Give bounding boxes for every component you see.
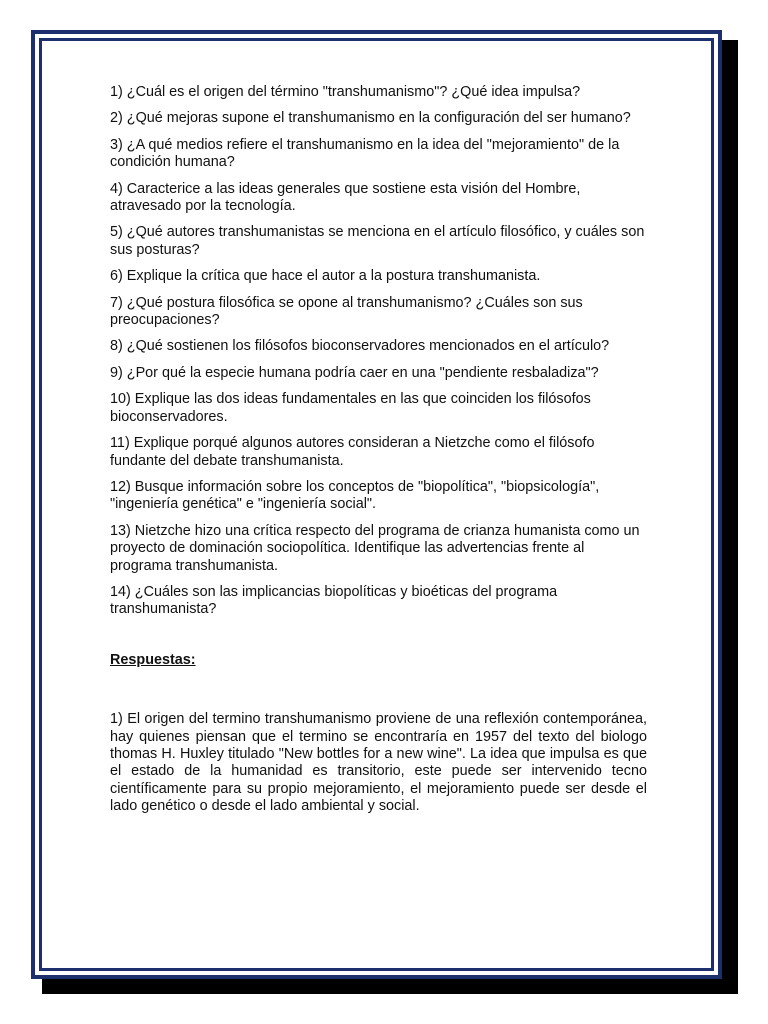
question-8: 8) ¿Qué sostienen los filósofos bioconservadores mencionados en el artículo? bbox=[110, 338, 610, 355]
question-3: 3) ¿A qué medios refiere el transhumanismo en la idea del "mejoramiento" de la condición humana? bbox=[110, 136, 620, 171]
question-6: 6) Explique la crítica que hace el autor a la postura transhumanista. bbox=[110, 268, 541, 285]
document-body bbox=[110, 84, 647, 816]
question-list bbox=[110, 84, 647, 619]
question-4: 4) Caracterice a las ideas generales que sostiene esta visión del Hombre, atravesado por la tecnología. bbox=[110, 180, 581, 215]
question-10: 10) Explique las dos ideas fundamentales en las que coinciden los filósofos bioconservadores. bbox=[110, 391, 591, 425]
question-2: 2) ¿Qué mejoras supone el transhumanismo en la configuración del ser humano? bbox=[110, 110, 631, 127]
question-1: 1) ¿Cuál es el origen del término "transhumanismo"? ¿Qué idea impulsa? bbox=[110, 84, 581, 100]
question-13: 13) Nietzche hizo una crítica respecto del programa de crianza humanista como un proyecto de dominación sociopolítica. Identifique las advertencias frente al programa transhumanista. bbox=[110, 522, 640, 574]
answers-heading: Respuestas: bbox=[110, 651, 196, 668]
question-11: 11) Explique porqué algunos autores consideran a Nietzche como el filósofo fundante del debate transhumanista. bbox=[110, 435, 595, 469]
question-14: 14) ¿Cuáles son las implicancias biopolíticas y bioéticas del programa transhumanista? bbox=[110, 583, 558, 618]
question-7: 7) ¿Qué postura filosófica se opone al transhumanismo? ¿Cuáles son sus preocupaciones? bbox=[110, 294, 583, 329]
question-12: 12) Busque información sobre los conceptos de "biopolítica", "biopsicología", "ingeniería genética" e "ingeniería social". bbox=[110, 478, 600, 513]
question-9: 9) ¿Por qué la especie humana podría caer en una "pendiente resbaladiza"? bbox=[110, 364, 599, 381]
question-5: 5) ¿Qué autores transhumanistas se menciona en el artículo filosófico, y cuáles son sus posturas? bbox=[110, 224, 645, 258]
answer-1: 1) El origen del termino transhumanismo proviene de una reflexión contemporánea, hay quienes piensan que el termino se encontraría en 1957 del texto del biologo thomas H. Huxley titulado "New bottles for a new wine". La idea que impulsa es que el estado de la humanidad es transitorio, este puede ser intervenido tecno científicamente para su propio mejoramiento, el mejoramiento puede ser desde el lado genético o desde el lado ambiental y social. bbox=[110, 711, 647, 815]
